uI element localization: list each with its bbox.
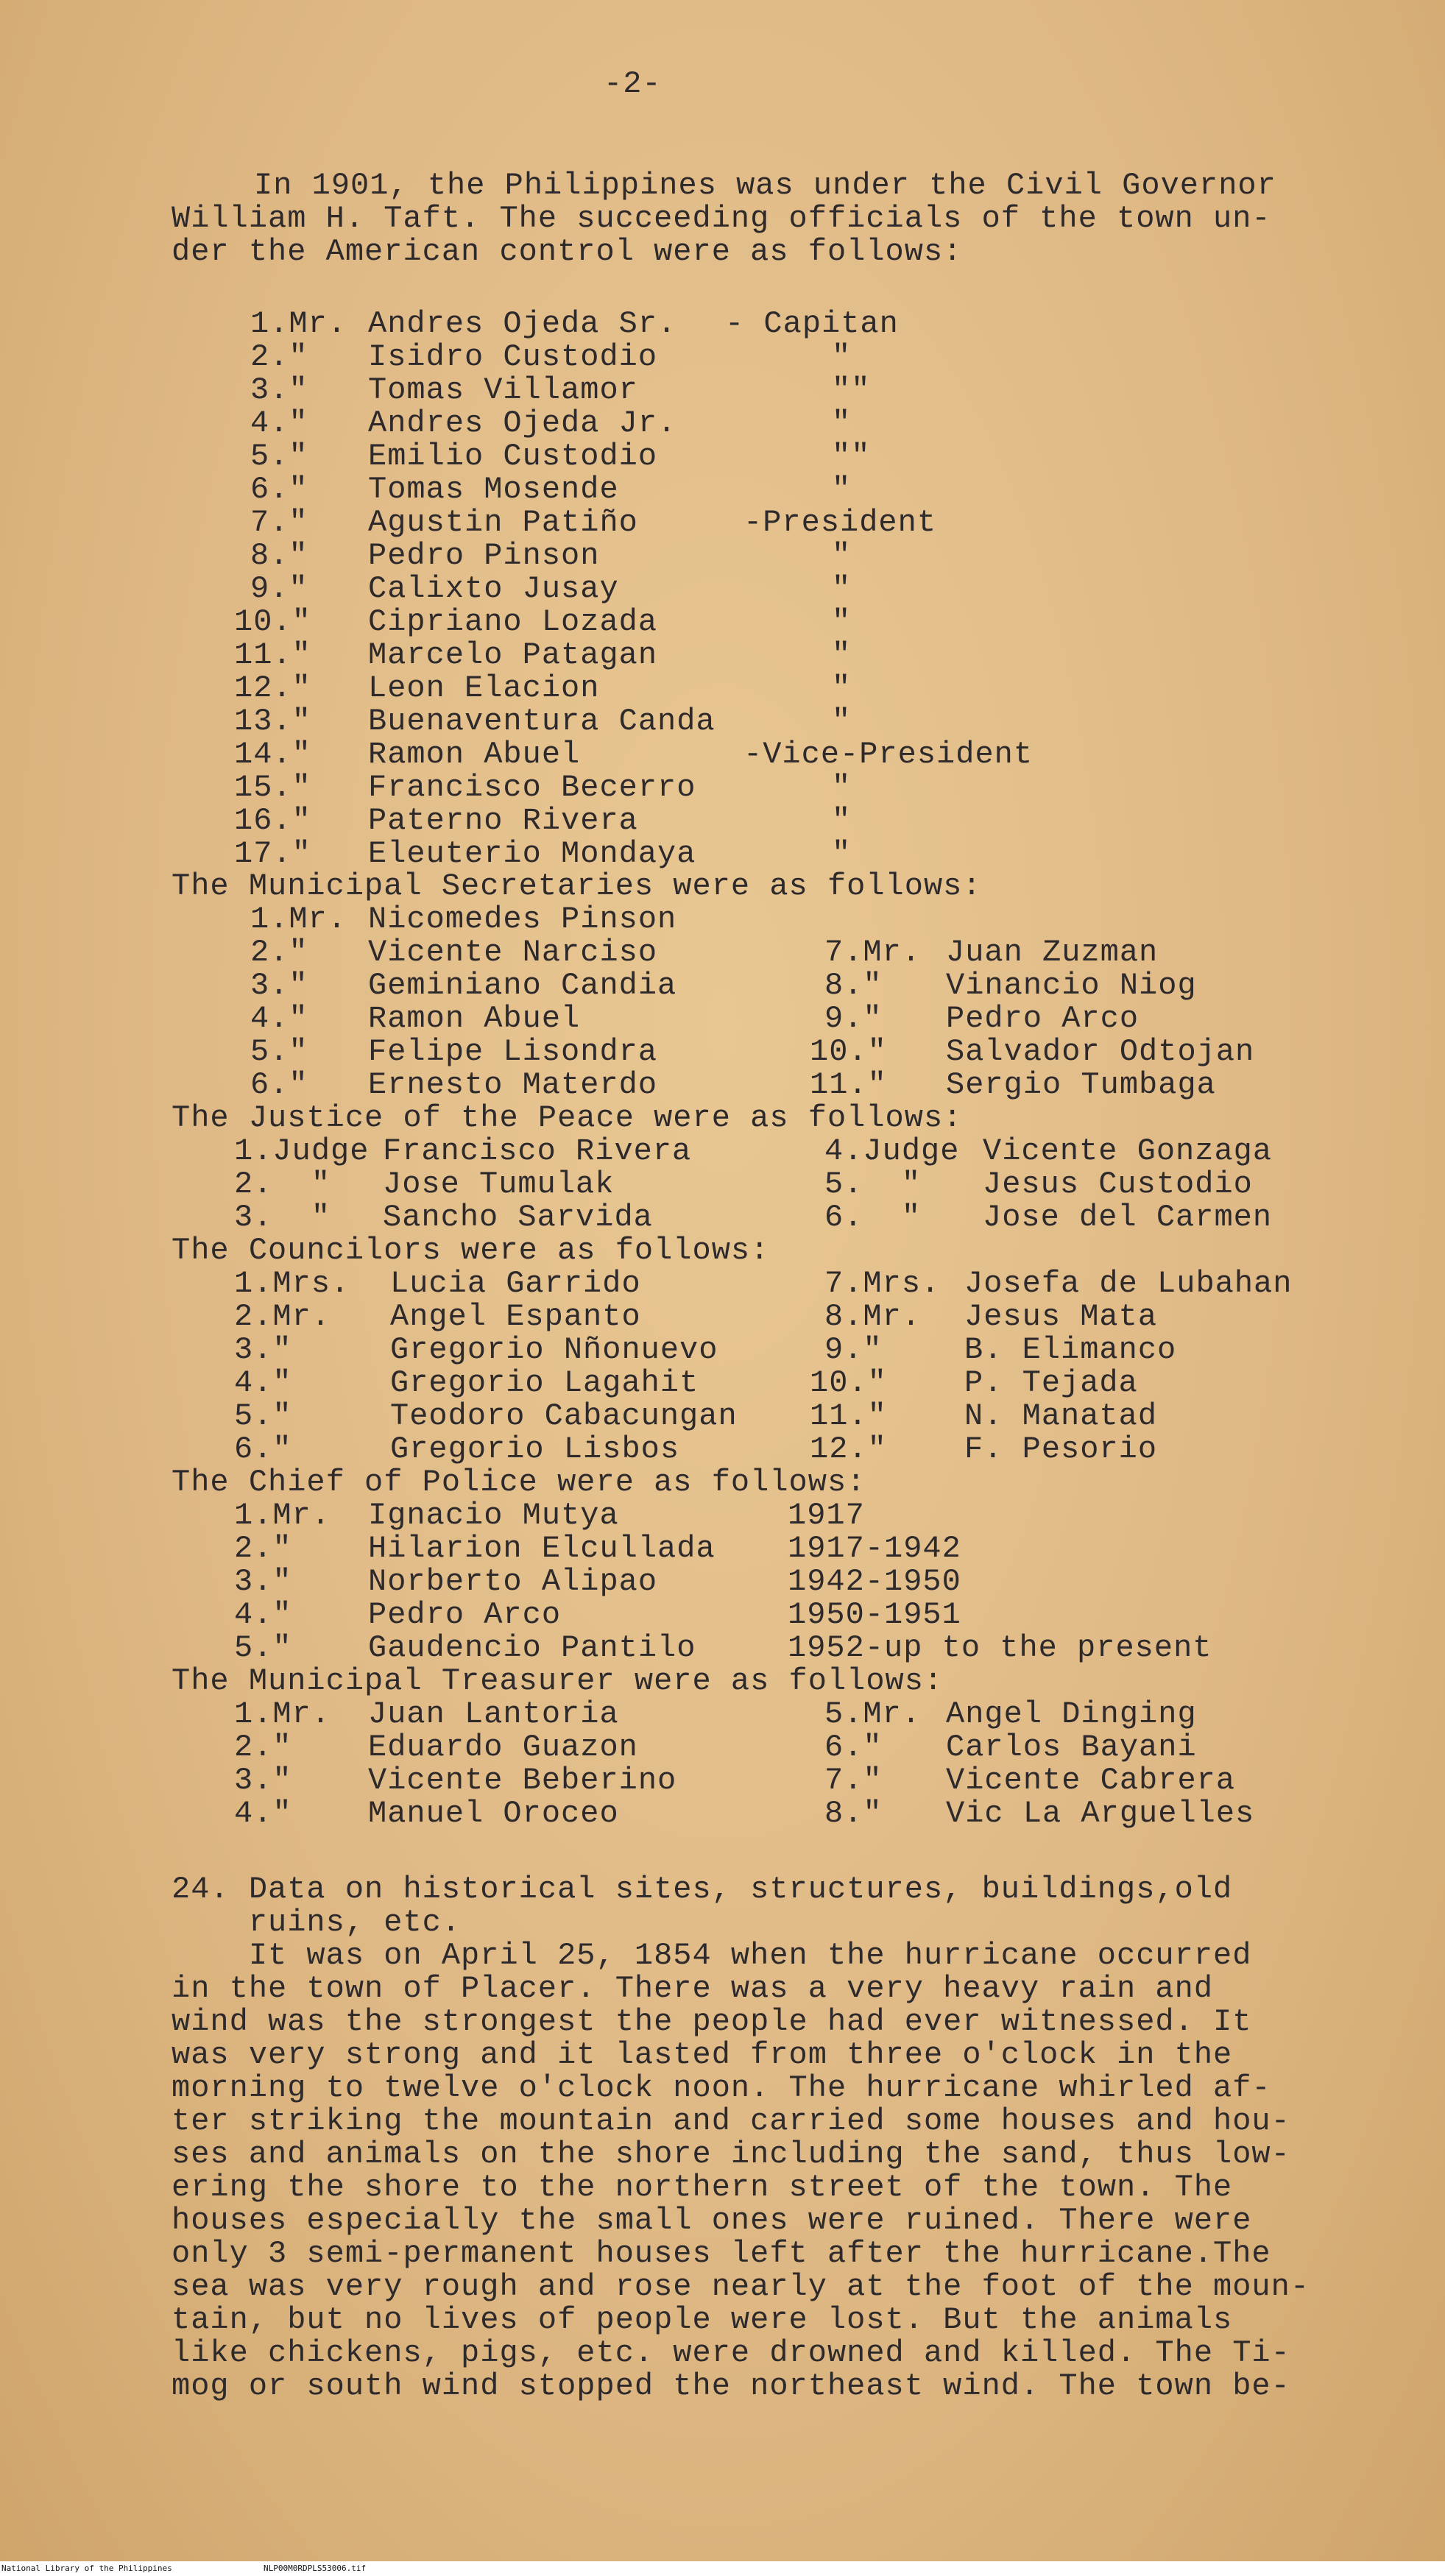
treasurer-name: Angel Dinging (946, 1696, 1197, 1732)
official-name: Paterno Rivera (368, 803, 638, 838)
police-number: 2." (234, 1531, 292, 1566)
official-number: 4." (250, 406, 308, 441)
justice-number: 6. " (824, 1200, 922, 1235)
official-number: 3." (250, 372, 308, 408)
official-name: Francisco Becerro (368, 770, 696, 805)
secretary-name: Felipe Lisondra (368, 1034, 658, 1069)
story-line: sea was very rough and rose nearly at the foot of the moun- (172, 2269, 1310, 2304)
official-name: Ramon Abuel (368, 737, 581, 772)
official-name: Pedro Pinson (368, 538, 600, 573)
secretary-number: 4." (250, 1001, 308, 1036)
official-number: 17." (234, 836, 311, 871)
secretary-number: 6." (250, 1067, 308, 1103)
councilor-name: B. Elimanco (964, 1332, 1177, 1367)
official-title: " (832, 637, 852, 673)
councilor-name: Lucia Garrido (390, 1266, 641, 1301)
treasurer-number: 5.Mr. (824, 1696, 922, 1732)
secretary-number: 10." (810, 1034, 887, 1069)
secretary-number: 9." (824, 1001, 883, 1036)
councilor-number: 2.Mr. (234, 1299, 331, 1334)
official-title: " (832, 803, 852, 838)
councilor-number: 1.Mrs. (234, 1266, 350, 1301)
councilor-number: 7.Mrs. (824, 1266, 941, 1301)
official-number: 2." (250, 339, 308, 375)
official-title: " (832, 571, 852, 606)
official-name: Agustin Patiño (368, 505, 638, 540)
justice-name: Jesus Custodio (983, 1167, 1253, 1202)
councilor-name: Gregorio Nñonuevo (390, 1332, 718, 1367)
official-number: 10." (234, 604, 311, 640)
footer-filename: NLP00M0RDPLS53006.tif (264, 2563, 367, 2573)
official-title: "" (832, 439, 871, 474)
official-number: 7." (250, 505, 308, 540)
police-name: Norberto Alipao (368, 1564, 658, 1599)
secretary-name: Sergio Tumbaga (946, 1067, 1216, 1103)
councilor-name: F. Pesorio (964, 1432, 1158, 1467)
councilor-name: Gregorio Lisbos (390, 1432, 680, 1467)
official-number: 9." (250, 571, 308, 606)
secretary-number: 11." (810, 1067, 887, 1103)
justice-number: 5. " (824, 1167, 922, 1202)
treasurer-name: Vicente Beberino (368, 1763, 677, 1798)
section-heading-justice: The Justice of the Peace were as follows: (172, 1100, 963, 1136)
official-name: Tomas Mosende (368, 472, 619, 507)
official-name: Andres Ojeda Jr. (368, 406, 677, 441)
official-title: " (832, 670, 852, 706)
treasurer-number: 8." (824, 1796, 883, 1831)
official-title: " (832, 604, 852, 640)
secretary-name: Vicente Narciso (368, 935, 658, 970)
councilor-name: Jesus Mata (964, 1299, 1158, 1334)
treasurer-name: Vicente Cabrera (946, 1763, 1236, 1798)
section-heading-police: The Chief of Police were as follows: (172, 1465, 866, 1500)
section-heading-secretaries: The Municipal Secretaries were as follows: (172, 868, 982, 904)
councilor-number: 10." (810, 1365, 887, 1401)
treasurer-number: 3." (234, 1763, 292, 1798)
intro-line: William H. Taft. The succeeding officials of the town un- (172, 201, 1271, 236)
treasurer-number: 6." (824, 1730, 883, 1765)
official-name: Calixto Jusay (368, 571, 619, 606)
police-name: Pedro Arco (368, 1597, 562, 1632)
page-number: -2- (604, 66, 662, 102)
story-line: was very strong and it lasted from three o'clock in the (172, 2037, 1233, 2073)
story-line: like chickens, pigs, etc. were drowned and killed. The Ti- (172, 2335, 1290, 2371)
treasurer-name: Vic La Arguelles (946, 1796, 1255, 1831)
official-number: 6." (250, 472, 308, 507)
justice-number: 2. " (234, 1167, 331, 1202)
justice-number: 3. " (234, 1200, 331, 1235)
official-title: " (832, 704, 852, 739)
police-number: 1.Mr. (234, 1498, 331, 1533)
councilor-number: 9." (824, 1332, 883, 1367)
police-years: 1942-1950 (788, 1564, 961, 1599)
official-name: Tomas Villamor (368, 372, 638, 408)
police-years: 1917 (788, 1498, 865, 1533)
footer-source: National Library of the Philippines (1, 2563, 172, 2573)
secretary-name: Geminiano Candia (368, 968, 677, 1003)
story-line: houses especially the small ones were ruined. There were (172, 2203, 1252, 2238)
councilor-name: N. Manatad (964, 1398, 1158, 1434)
councilor-name: Angel Espanto (390, 1299, 641, 1334)
official-number: 14." (234, 737, 311, 772)
official-number: 11." (234, 637, 311, 673)
official-name: Eleuterio Mondaya (368, 836, 696, 871)
official-name: Andres Ojeda Sr. (368, 306, 677, 342)
police-years: 1952-up to the present (788, 1630, 1212, 1666)
official-title: -Vice-President (743, 737, 1034, 772)
secretary-number: 5." (250, 1034, 308, 1069)
official-name: Leon Elacion (368, 670, 600, 706)
official-number: 15." (234, 770, 311, 805)
justice-name: Jose Tumulak (383, 1167, 615, 1202)
story-line: morning to twelve o'clock noon. The hurricane whirled af- (172, 2070, 1271, 2106)
councilor-number: 6." (234, 1432, 292, 1467)
secretary-name: Vinancio Niog (946, 968, 1197, 1003)
councilor-number: 12." (810, 1432, 887, 1467)
councilor-name: P. Tejada (964, 1365, 1138, 1401)
official-title: " (832, 770, 852, 805)
official-name: Marcelo Patagan (368, 637, 658, 673)
intro-line: der the American control were as follows: (172, 234, 963, 269)
justice-name: Sancho Sarvida (383, 1200, 653, 1235)
official-title: - Capitan (725, 306, 899, 342)
treasurer-number: 7." (824, 1763, 883, 1798)
official-title: " (832, 472, 852, 507)
councilor-number: 4." (234, 1365, 292, 1401)
section-24-heading: 24. Data on historical sites, structures, buildings,old (172, 1872, 1233, 1907)
police-number: 3." (234, 1564, 292, 1599)
story-line: It was on April 25, 1854 when the hurricane occurred (172, 1938, 1252, 1973)
councilor-number: 5." (234, 1398, 292, 1434)
councilor-number: 3." (234, 1332, 292, 1367)
treasurer-name: Manuel Oroceo (368, 1796, 619, 1831)
police-years: 1950-1951 (788, 1597, 961, 1632)
justice-number: 1.Judge (234, 1133, 370, 1169)
police-name: Gaudencio Pantilo (368, 1630, 696, 1666)
secretary-number: 2." (250, 935, 308, 970)
official-name: Cipriano Lozada (368, 604, 658, 640)
police-name: Ignacio Mutya (368, 1498, 619, 1533)
official-number: 5." (250, 439, 308, 474)
section-heading-councilors: The Councilors were as follows: (172, 1233, 770, 1268)
story-line: only 3 semi-permanent houses left after the hurricane.The (172, 2236, 1271, 2271)
councilor-name: Teodoro Cabacungan (390, 1398, 738, 1434)
secretary-name: Nicomedes Pinson (368, 902, 677, 937)
treasurer-name: Eduardo Guazon (368, 1730, 638, 1765)
section-24-heading: ruins, etc. (172, 1905, 462, 1940)
story-line: ses and animals on the shore including the sand, thus low- (172, 2137, 1290, 2172)
secretary-number: 8." (824, 968, 883, 1003)
secretary-number: 3." (250, 968, 308, 1003)
treasurer-name: Carlos Bayani (946, 1730, 1197, 1765)
official-title: "" (832, 372, 871, 408)
secretary-name: Pedro Arco (946, 1001, 1140, 1036)
story-line: tain, but no lives of people were lost. But the animals (172, 2302, 1233, 2338)
story-line: mog or south wind stopped the northeast wind. The town be- (172, 2368, 1290, 2404)
story-line: in the town of Placer. There was a very heavy rain and (172, 1971, 1214, 2006)
official-number: 1.Mr. (250, 306, 347, 342)
councilor-number: 11." (810, 1398, 887, 1434)
official-name: Buenaventura Canda (368, 704, 716, 739)
secretary-number: 7.Mr. (824, 935, 922, 970)
treasurer-number: 1.Mr. (234, 1696, 331, 1732)
official-name: Isidro Custodio (368, 339, 658, 375)
police-years: 1917-1942 (788, 1531, 961, 1566)
official-title: -President (743, 505, 937, 540)
treasurer-number: 2." (234, 1730, 292, 1765)
councilor-number: 8.Mr. (824, 1299, 922, 1334)
official-number: 13." (234, 704, 311, 739)
story-line: ering the shore to the northern street of the town. The (172, 2170, 1233, 2205)
story-line: ter striking the mountain and carried some houses and hou- (172, 2103, 1290, 2139)
secretary-name: Ernesto Materdo (368, 1067, 658, 1103)
councilor-name: Gregorio Lagahit (390, 1365, 699, 1401)
official-title: " (832, 339, 852, 375)
official-number: 16." (234, 803, 311, 838)
official-number: 12." (234, 670, 311, 706)
justice-name: Vicente Gonzaga (983, 1133, 1273, 1169)
story-line: wind was the strongest the people had ever witnessed. It (172, 2004, 1252, 2039)
official-title: " (832, 538, 852, 573)
official-title: " (832, 836, 852, 871)
secretary-number: 1.Mr. (250, 902, 347, 937)
section-heading-treasurer: The Municipal Treasurer were as follows: (172, 1663, 944, 1699)
secretary-name: Ramon Abuel (368, 1001, 581, 1036)
official-name: Emilio Custodio (368, 439, 658, 474)
justice-number: 4.Judge (824, 1133, 960, 1169)
official-title: " (832, 406, 852, 441)
councilor-name: Josefa de Lubahan (964, 1266, 1293, 1301)
police-number: 5." (234, 1630, 292, 1666)
scan-footer (0, 2561, 1445, 2576)
secretary-name: Salvador Odtojan (946, 1034, 1255, 1069)
police-number: 4." (234, 1597, 292, 1632)
treasurer-number: 4." (234, 1796, 292, 1831)
police-name: Hilarion Elcullada (368, 1531, 716, 1566)
treasurer-name: Juan Lantoria (368, 1696, 619, 1732)
intro-line: In 1901, the Philippines was under the Civil Governor (254, 168, 1276, 203)
justice-name: Jose del Carmen (983, 1200, 1273, 1235)
justice-name: Francisco Rivera (383, 1133, 692, 1169)
official-number: 8." (250, 538, 308, 573)
secretary-name: Juan Zuzman (946, 935, 1159, 970)
